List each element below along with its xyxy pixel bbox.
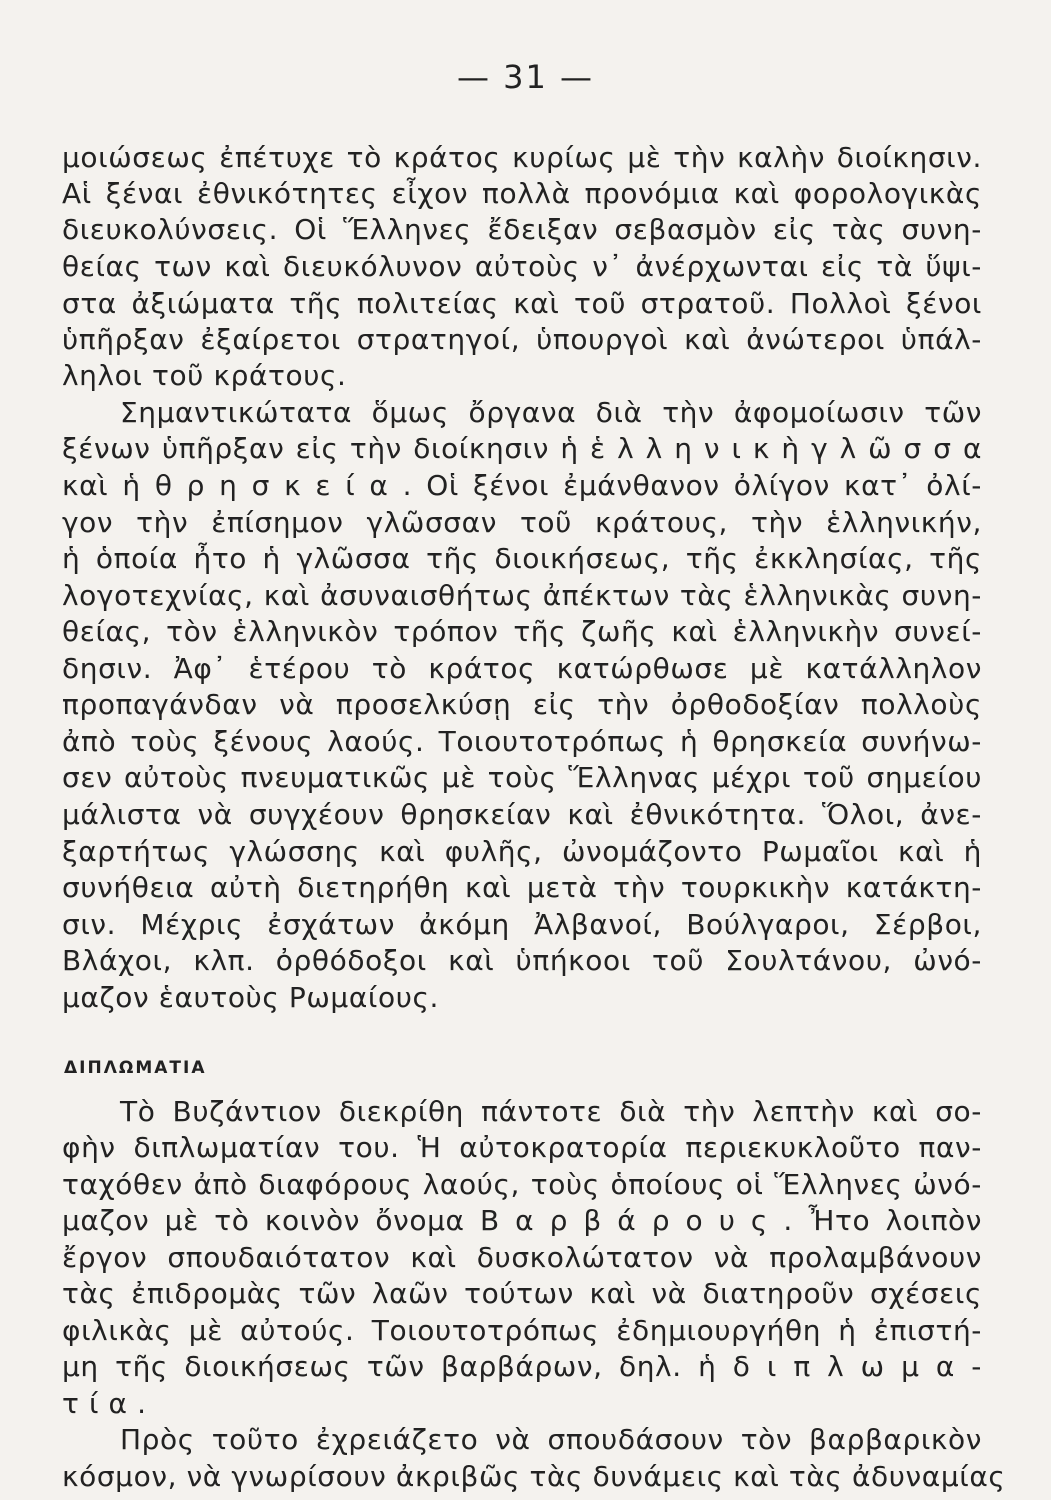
text-line: σεν αὐτοὺς πνευματικῶς μὲ τοὺς Ἕλληνας μέχρι τοῦ σημείου xyxy=(62,761,982,794)
text-line: ξαρτήτως γλώσσης καὶ φυλῆς, ὠνομάζοντο Ρωμαῖοι καὶ ἡ xyxy=(62,835,982,868)
text-line: ὑπῆρξαν ἐξαίρετοι στρατηγοί, ὑπουργοὶ καὶ ἀνώτεροι ὑπάλ- xyxy=(62,323,982,356)
text-line: Βλάχοι, κλπ. ὀρθόδοξοι καὶ ὑπήκοοι τοῦ Σουλτάνου, ὠνό- xyxy=(62,944,982,977)
text-line: θείας των καὶ διευκόλυνον αὐτοὺς ν᾽ ἀνέρχωνται εἰς τὰ ὕψι- xyxy=(62,250,982,283)
text-line: θείας, τὸν ἑλληνικὸν τρόπον τῆς ζωῆς καὶ ἑλληνικὴν συνεί- xyxy=(62,615,982,648)
text-line: τὰς ἐπιδρομὰς τῶν λαῶν τούτων καὶ νὰ διατηροῦν σχέσεις xyxy=(62,1277,982,1310)
text-line: προπαγάνδαν νὰ προσελκύσῃ εἰς τὴν ὀρθοδοξίαν πολλοὺς xyxy=(62,688,982,721)
text-line: λογοτεχνίας, καὶ ἀσυναισθήτως ἀπέκτων τὰς ἑλληνικὰς συνη- xyxy=(62,579,982,612)
text-line: μάλιστα νὰ συγχέουν θρησκείαν καὶ ἐθνικότητα. Ὅλοι, ἀνε- xyxy=(62,798,982,831)
text-line: Τὸ Βυζάντιον διεκρίθη πάντοτε διὰ τὴν λεπτὴν καὶ σο- xyxy=(120,1095,982,1128)
text-line: φὴν διπλωματίαν του. Ἡ αὐτοκρατορία περιεκυκλοῦτο παν- xyxy=(62,1131,982,1164)
text-line: ἡ ὁποία ἦτο ἡ γλῶσσα τῆς διοικήσεως, τῆς ἐκκλησίας, τῆς xyxy=(62,542,982,575)
text-line: καὶ ἡ θ ρ η σ κ ε ί α . Οἱ ξένοι ἐμάνθανον ὀλίγον κατ᾽ ὀλί- xyxy=(62,469,982,502)
text-line: συνήθεια αὐτὴ διετηρήθη καὶ μετὰ τὴν τουρκικὴν κατάκτη- xyxy=(62,871,982,904)
section-heading: ΔΙΠΛΩΜΑΤΙΑ xyxy=(64,1058,207,1078)
text-line: Αἱ ξέναι ἐθνικότητες εἶχον πολλὰ προνόμια καὶ φορολογικὰς xyxy=(62,177,982,210)
text-line: μη τῆς διοικήσεως τῶν βαρβάρων, δηλ. ἡ δ ι π λ ω μ α - xyxy=(62,1350,982,1383)
text-line: διευκολύνσεις. Οἱ Ἕλληνες ἔδειξαν σεβασμὸν εἰς τὰς συνη- xyxy=(62,213,982,246)
text-line: σιν. Μέχρις ἐσχάτων ἀκόμη Ἀλβανοί, Βούλγαροι, Σέρβοι, xyxy=(62,908,982,941)
text-line: Πρὸς τοῦτο ἐχρειάζετο νὰ σπουδάσουν τὸν βαρβαρικὸν xyxy=(120,1423,982,1456)
text-line: μαζον μὲ τὸ κοινὸν ὄνομα Β α ρ β ά ρ ο υ ς . Ἦτο λοιπὸν xyxy=(62,1204,982,1237)
text-line: Σημαντικώτατα ὅμως ὄργανα διὰ τὴν ἀφομοίωσιν τῶν xyxy=(120,396,982,429)
text-line: κόσμον, νὰ γνωρίσουν ἀκριβῶς τὰς δυνάμεις καὶ τὰς ἀδυναμίας xyxy=(62,1460,1006,1493)
text-line: γον τὴν ἐπίσημον γλῶσσαν τοῦ κράτους, τὴν ἑλληνικήν, xyxy=(62,506,982,539)
page-number: — 31 — xyxy=(456,58,595,96)
text-line: φιλικὰς μὲ αὐτούς. Τοιουτοτρόπως ἐδημιουργήθη ἡ ἐπιστή- xyxy=(62,1314,982,1347)
text-line: στα ἀξιώματα τῆς πολιτείας καὶ τοῦ στρατοῦ. Πολλοὶ ξένοι xyxy=(62,287,982,320)
text-line: ξένων ὑπῆρξαν εἰς τὴν διοίκησιν ἡ ἑ λ λ η ν ι κ ὴ γ λ ῶ σ σ α xyxy=(62,432,982,465)
text-line: μαζον ἑαυτοὺς Ρωμαίους. xyxy=(62,981,440,1014)
text-line: ταχόθεν ἀπὸ διαφόρους λαούς, τοὺς ὁποίους οἱ Ἕλληνες ὠνό- xyxy=(62,1168,982,1201)
text-line: ἀπὸ τοὺς ξένους λαούς. Τοιουτοτρόπως ἡ θρησκεία συνήνω- xyxy=(62,725,982,758)
text-line: ληλοι τοῦ κράτους. xyxy=(62,359,347,392)
text-line: ἔργον σπουδαιότατον καὶ δυσκολώτατον νὰ προλαμβάνουν xyxy=(62,1241,982,1274)
text-line: τ ί α . xyxy=(62,1387,147,1420)
text-line: δησιν. Ἀφ᾽ ἑτέρου τὸ κράτος κατώρθωσε μὲ κατάλληλον xyxy=(62,652,982,685)
text-line: μοιώσεως ἐπέτυχε τὸ κράτος κυρίως μὲ τὴν καλὴν διοίκησιν. xyxy=(62,141,982,174)
